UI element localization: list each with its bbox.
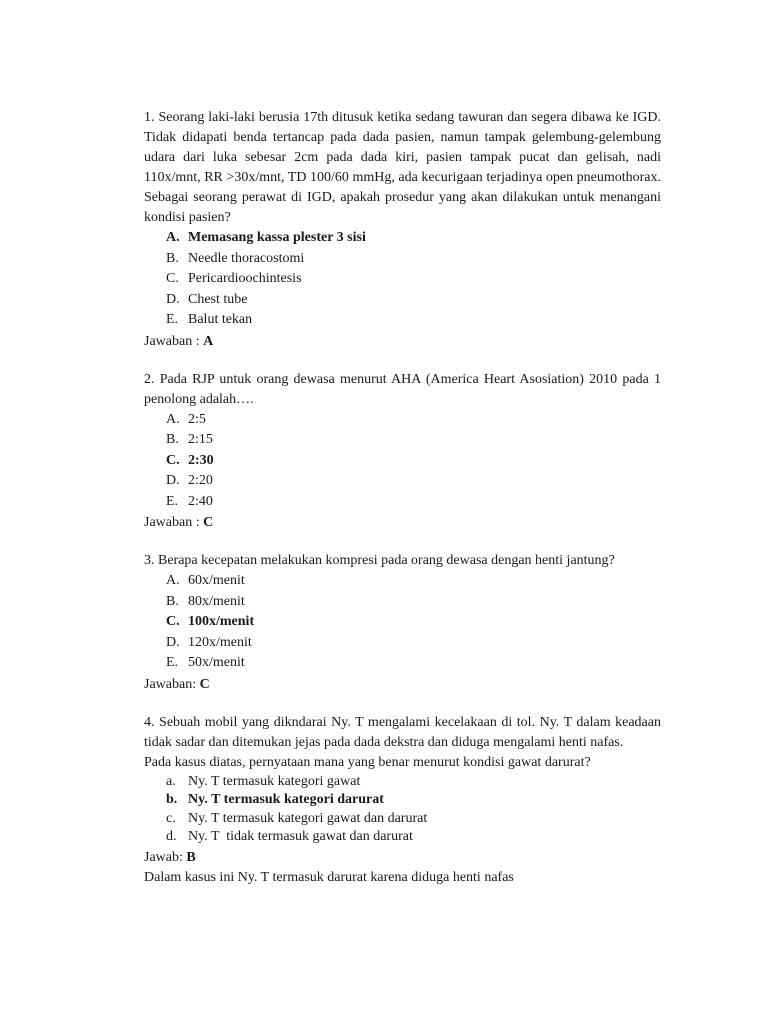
question-2-answer	[144, 512, 661, 533]
question-3-answer	[144, 674, 661, 695]
option-2c	[166, 451, 661, 472]
option-text: 50x/menit	[188, 655, 245, 670]
option-letter: A.	[166, 230, 180, 245]
question-4-answer	[144, 847, 661, 868]
question-3-stem: 3. Berapa kecepatan melakukan kompresi pada orang dewasa dengan henti jantung?	[144, 553, 615, 568]
option-text: Pericardioochintesis	[188, 271, 302, 286]
option-letter: D.	[166, 473, 180, 488]
spacer	[144, 352, 661, 370]
option-1d	[166, 290, 661, 311]
question-4	[144, 713, 661, 888]
option-text: 100x/menit	[188, 614, 255, 629]
option-text: 2:5	[188, 411, 206, 427]
question-1-stem: 1. Seorang laki-laki berusia 17th ditusuk ketika sedang tawuran dan segera dibawa ke IGD. Tidak didapati benda tertancap pada dada pasien, namun tampak gelembung-gelembung udara dari luka sebesar 2cm pada dada kiri, pasien tampak pucat dan gelisah, nadi 110x/mnt, RR >30x/mnt, TD 100/60 mmHg, ada kecurigaan terjadinya open pneumothorax. Sebagai seorang perawat di IGD, apakah prosedur yang akan dilakukan untuk menangani kondisi pasien?	[144, 110, 661, 225]
option-text: Ny. T termasuk kategori darurat	[188, 792, 384, 807]
option-text: Ny. T termasuk kategori gawat dan darurat	[188, 810, 428, 826]
question-4-options	[144, 773, 661, 847]
option-text: 120x/menit	[188, 634, 252, 650]
option-3e	[166, 653, 661, 674]
option-letter: a.	[166, 773, 176, 789]
option-1c	[166, 269, 661, 290]
question-1-options	[144, 228, 661, 331]
option-text: Chest tube	[188, 291, 248, 307]
option-letter: b.	[166, 792, 178, 807]
option-letter: d.	[166, 829, 177, 844]
answer-value: C	[203, 515, 214, 530]
option-letter: c.	[166, 810, 176, 826]
question-4-prompt: Pada kasus diatas, pernyataan mana yang benar menurut kondisi gawat darurat?	[144, 754, 591, 770]
option-text: Memasang kassa plester 3 sisi	[188, 230, 366, 245]
option-text: 2:20	[188, 473, 213, 488]
document-page	[144, 108, 661, 888]
question-2-stem: 2. Pada RJP untuk orang dewasa menurut AHA (America Heart Asosiation) 2010 pada 1 penolong adalah….	[144, 371, 661, 407]
option-3d	[166, 633, 661, 654]
option-letter: B.	[166, 250, 179, 266]
option-4c	[166, 810, 661, 829]
answer-value: C	[199, 676, 210, 692]
option-letter: D.	[166, 634, 180, 650]
answer-label: Jawaban :	[144, 333, 204, 349]
option-1b	[166, 249, 661, 270]
option-2a	[166, 410, 661, 431]
option-2e	[166, 492, 661, 513]
spacer	[144, 695, 661, 713]
answer-label: Jawaban :	[144, 515, 204, 530]
option-text: 2:15	[188, 432, 213, 447]
question-4-stem: 4. Sebuah mobil yang dikndarai Ny. T mengalami kecelakaan di tol. Ny. T dalam keadaan tidak sadar dan ditemukan jejas pada dada dekstra dan diduga mengalami henti nafas.	[144, 714, 661, 750]
option-text: 60x/menit	[188, 573, 245, 588]
option-letter: E.	[166, 493, 179, 509]
option-text: Balut tekan	[188, 312, 253, 327]
spacer	[144, 533, 661, 551]
question-2	[144, 370, 661, 534]
option-letter: B.	[166, 593, 179, 609]
question-3-options	[144, 571, 661, 674]
option-3c	[166, 612, 661, 633]
question-2-options	[144, 410, 661, 513]
option-text: Needle thoracostomi	[188, 250, 305, 266]
option-text: Ny. T termasuk kategori gawat	[188, 773, 361, 789]
option-text: 2:30	[188, 452, 214, 468]
option-letter: E.	[166, 655, 179, 670]
option-letter: C.	[166, 614, 180, 629]
option-letter: B.	[166, 432, 179, 447]
answer-label: Jawab:	[144, 849, 187, 865]
option-letter: C.	[166, 452, 180, 468]
question-1-answer	[144, 331, 661, 352]
option-1a	[166, 228, 661, 249]
option-letter: A.	[166, 411, 180, 427]
answer-value: A	[203, 333, 214, 349]
option-2b	[166, 430, 661, 451]
option-text: 2:40	[188, 493, 213, 509]
option-1e	[166, 310, 661, 331]
option-3a	[166, 571, 661, 592]
option-4a	[166, 773, 661, 792]
option-4b	[166, 791, 661, 810]
option-letter: A.	[166, 573, 180, 588]
question-1	[144, 108, 661, 352]
option-text: Ny. T tidak termasuk gawat dan darurat	[188, 829, 413, 844]
option-letter: C.	[166, 271, 179, 286]
question-3	[144, 551, 661, 695]
question-4-explanation: Dalam kasus ini Ny. T termasuk darurat karena diduga henti nafas	[144, 869, 514, 885]
option-4d	[166, 828, 661, 847]
answer-label: Jawaban:	[144, 676, 200, 692]
option-letter: E.	[166, 312, 179, 327]
option-letter: D.	[166, 291, 180, 307]
option-2d	[166, 471, 661, 492]
answer-value: B	[186, 849, 196, 865]
option-3b	[166, 592, 661, 613]
option-text: 80x/menit	[188, 593, 245, 609]
